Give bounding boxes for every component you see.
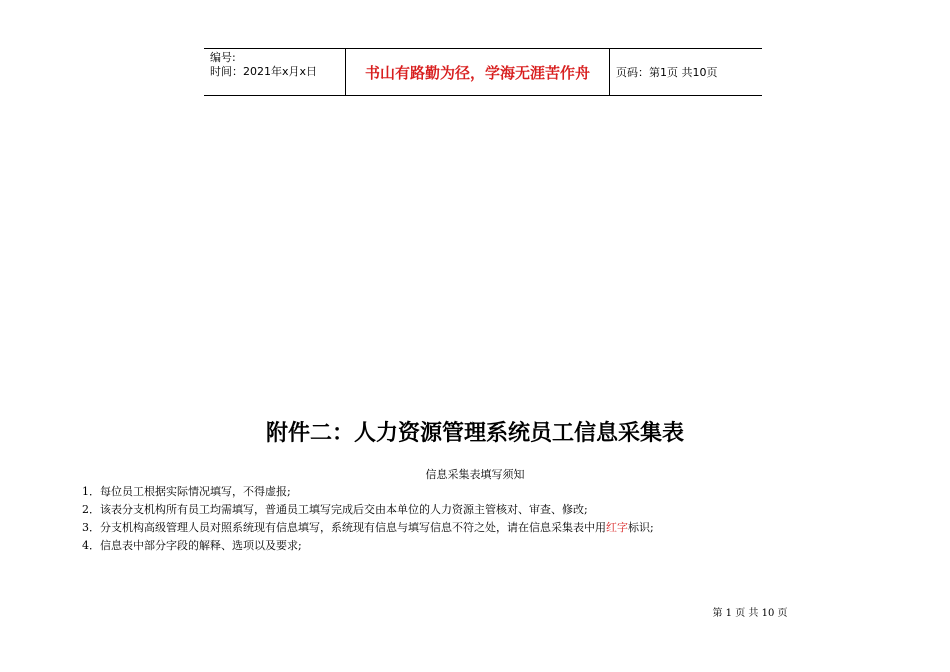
header-meta [204,49,346,95]
notice-item-text-end: 标识; [628,521,654,534]
notice-list [82,483,912,555]
red-text-highlight: 红字 [606,521,628,534]
notice-item: 1．每位员工根据实际情况填写，不得虚报; [82,485,291,498]
notice-item-text: 3．分支机构高级管理人员对照系统现有信息填写，系统现有信息与填写信息不符之处，请在信息采集表中用 [82,521,606,534]
notice-title: 信息采集表填写须知 [425,468,525,481]
document-title: 附件二：人力资源管理系统员工信息采集表 [265,421,684,446]
page-header [204,48,762,96]
header-motto: 书山有路勤为径，学海无涯苦作舟 [346,49,610,95]
notice-item: 2．该表分支机构所有员工均需填写，普通员工填写完成后交由本单位的人力资源主管核对、审查、修改; [82,503,588,516]
number-label: 编号: [210,51,236,64]
header-page-label: 页码：第1页 共10页 [616,66,718,79]
notice-item: 4．信息表中部分字段的解释、选项以及要求; [82,539,302,552]
time-label: 时间：2021年x月x日 [210,65,318,78]
footer-page-number: 第 1 页 共 10 页 [712,608,788,619]
notice-item [82,519,912,537]
